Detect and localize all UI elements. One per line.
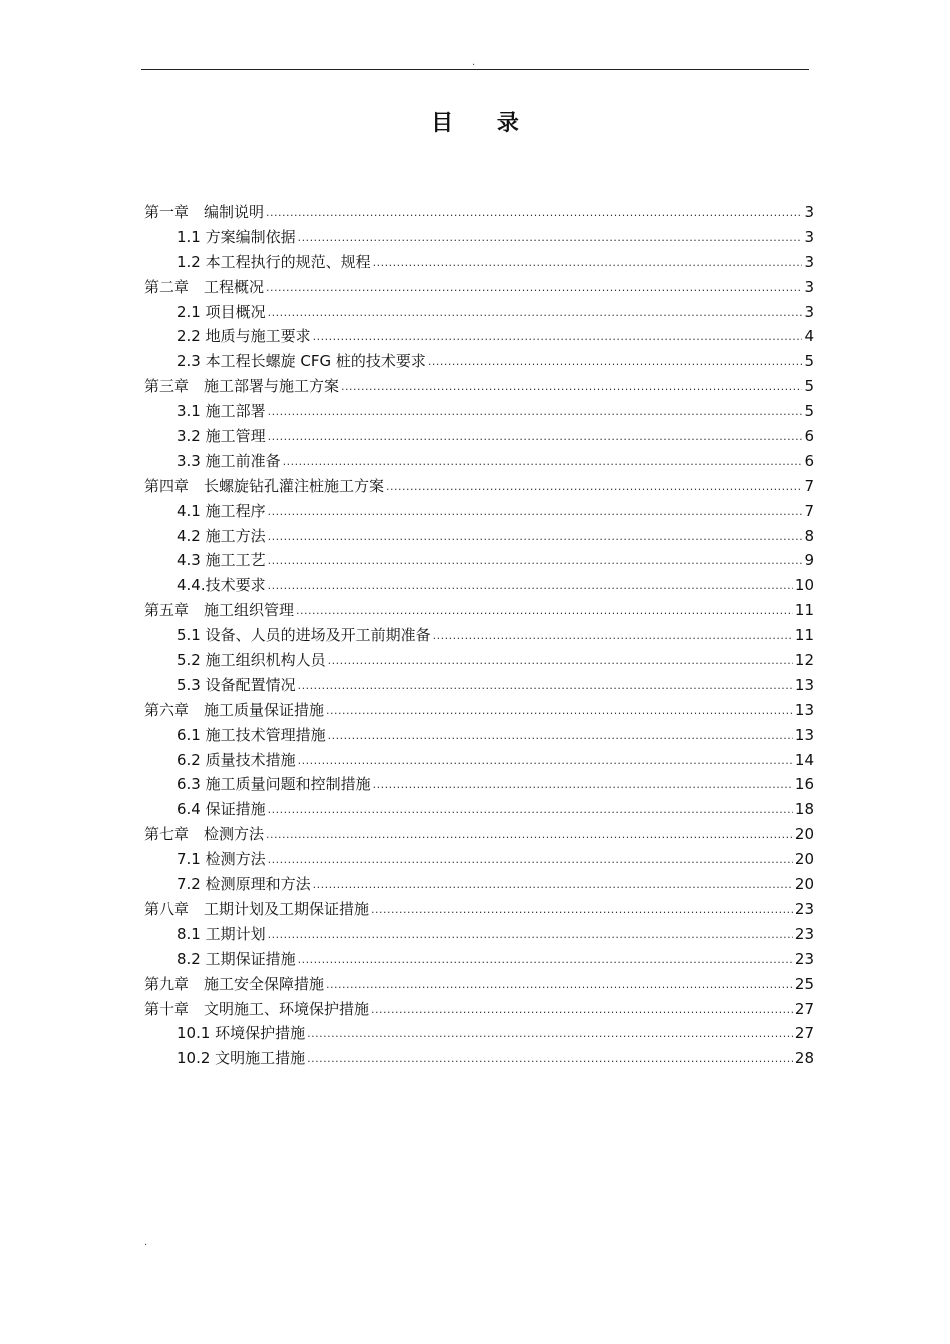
toc-page-number: 14 [794,750,814,769]
toc-page-number: 23 [794,949,814,968]
toc-section-entry[interactable] [144,1021,814,1046]
toc-chapter-entry[interactable] [144,972,814,997]
toc-page-number: 20 [794,850,814,869]
toc-entry-title: 第九章 施工安全保障措施 [144,974,325,993]
toc-entry-title: 2.2 地质与施工要求 [177,327,311,346]
toc-dot-leader [268,798,793,823]
toc-dot-leader [307,1047,793,1072]
toc-page-number: 25 [794,974,814,993]
toc-page-number: 20 [794,825,814,844]
toc-page-number: 20 [794,875,814,894]
toc-page-number: 28 [794,1049,814,1068]
toc-page-number: 27 [794,1024,814,1043]
toc-entry-title: 5.2 施工组织机构人员 [177,651,326,670]
toc-dot-leader [326,699,793,724]
toc-section-entry[interactable] [144,548,814,573]
toc-page-number: 8 [804,526,814,545]
toc-entry-title: 1.1 方案编制依据 [177,227,296,246]
toc-chapter-entry[interactable] [144,997,814,1022]
toc-section-entry[interactable] [144,1046,814,1071]
footer-mark: . [144,1237,148,1248]
toc-section-entry[interactable] [144,424,814,449]
toc-dot-leader [283,450,803,475]
toc-entry-title: 2.1 项目概况 [177,302,266,321]
toc-chapter-entry[interactable] [144,374,814,399]
toc-section-entry[interactable] [144,324,814,349]
toc-entry-title: 8.2 工期保证措施 [177,949,296,968]
header-mark: . [472,57,476,68]
toc-dot-leader [326,973,793,998]
toc-section-entry[interactable] [144,922,814,947]
toc-dot-leader [328,724,793,749]
toc-dot-leader [298,674,793,699]
toc-entry-title: 7.2 检测原理和方法 [177,875,311,894]
toc-chapter-entry[interactable] [144,474,814,499]
toc-entry-title: 4.3 施工工艺 [177,551,266,570]
toc-dot-leader [298,948,793,973]
toc-section-entry[interactable] [144,772,814,797]
toc-entry-title: 3.3 施工前准备 [177,451,281,470]
toc-entry-title: 4.4.技术要求 [177,576,266,595]
toc-dot-leader [268,549,803,574]
toc-entry-title: 2.3 本工程长螺旋 CFG 桩的技术要求 [177,352,426,371]
toc-entry-title: 第五章 施工组织管理 [144,601,295,620]
toc-page-number: 5 [804,352,814,371]
toc-entry-title: 1.2 本工程执行的规范、规程 [177,252,371,271]
toc-dot-leader [328,649,793,674]
toc-page-number: 16 [794,775,814,794]
toc-section-entry[interactable] [144,225,814,250]
toc-entry-title: 5.3 设备配置情况 [177,675,296,694]
toc-section-entry[interactable] [144,648,814,673]
toc-page-number: 3 [804,302,814,321]
toc-dot-leader [371,998,793,1023]
toc-dot-leader [313,325,803,350]
toc-dot-leader [266,201,802,226]
toc-section-entry[interactable] [144,673,814,698]
toc-dot-leader [298,226,803,251]
toc-entry-title: 6.1 施工技术管理措施 [177,725,326,744]
toc-dot-leader [386,475,802,500]
toc-entry-title: 第二章 工程概况 [144,277,265,296]
toc-dot-leader [268,425,803,450]
toc-page-number: 11 [794,626,814,645]
toc-entry-title: 3.2 施工管理 [177,427,266,446]
toc-page-number: 3 [804,252,814,271]
toc-section-entry[interactable] [144,723,814,748]
toc-section-entry[interactable] [144,847,814,872]
toc-entry-title: 8.1 工期计划 [177,924,266,943]
toc-page-number: 6 [804,427,814,446]
toc-chapter-entry[interactable] [144,200,814,225]
toc-dot-leader [268,400,803,425]
toc-chapter-entry[interactable] [144,822,814,847]
toc-entry-title: 第七章 检测方法 [144,825,265,844]
toc-entry-title: 7.1 检测方法 [177,850,266,869]
toc-entry-title: 第四章 长螺旋钻孔灌注桩施工方案 [144,476,385,495]
toc-page-number: 3 [804,277,814,296]
toc-entry-title: 5.1 设备、人员的进场及开工前期准备 [177,626,431,645]
toc-section-entry[interactable] [144,797,814,822]
toc-page-number: 6 [804,451,814,470]
toc-page-number: 3 [804,227,814,246]
toc-section-entry[interactable] [144,449,814,474]
toc-dot-leader [296,599,793,624]
toc-chapter-entry[interactable] [144,897,814,922]
toc-dot-leader [266,276,802,301]
toc-dot-leader [268,848,793,873]
toc-page-number: 27 [794,999,814,1018]
toc-page-number: 4 [804,327,814,346]
toc-page-number: 23 [794,899,814,918]
toc-page-number: 23 [794,924,814,943]
toc-page-number: 9 [804,551,814,570]
toc-page-number: 7 [804,476,814,495]
toc-dot-leader [428,350,803,375]
toc-entry-title: 4.2 施工方法 [177,526,266,545]
toc-dot-leader [373,251,803,276]
toc-dot-leader [268,301,803,326]
toc-section-entry[interactable] [144,748,814,773]
toc-entry-title: 10.1 环境保护措施 [177,1024,306,1043]
toc-section-entry[interactable] [144,524,814,549]
toc-section-entry[interactable] [144,499,814,524]
toc-section-entry[interactable] [144,947,814,972]
toc-page-number: 13 [794,700,814,719]
toc-entry-title: 10.2 文明施工措施 [177,1049,306,1068]
page-title: 目 录 [431,111,537,136]
toc-dot-leader [268,500,803,525]
toc-page-number: 7 [804,501,814,520]
toc-dot-leader [298,749,793,774]
toc-entry-title: 4.1 施工程序 [177,501,266,520]
toc-dot-leader [313,873,793,898]
toc-entry-title: 第八章 工期计划及工期保证措施 [144,899,370,918]
toc-page-number: 18 [794,800,814,819]
toc-section-entry[interactable] [144,872,814,897]
toc-entry-title: 6.4 保证措施 [177,800,266,819]
toc-page-number: 13 [794,725,814,744]
toc-dot-leader [268,574,793,599]
toc-dot-leader [268,525,803,550]
toc-chapter-entry[interactable] [144,275,814,300]
toc-dot-leader [268,923,793,948]
toc-entry-title: 第六章 施工质量保证措施 [144,700,325,719]
toc-entry-title: 第三章 施工部署与施工方案 [144,377,340,396]
toc-page-number: 3 [804,203,814,221]
toc-entry-title: 第十章 文明施工、环境保护措施 [144,999,370,1018]
toc-chapter-entry[interactable] [144,698,814,723]
toc-chapter-entry[interactable] [144,598,814,623]
toc-dot-leader [373,773,793,798]
toc-entry-title: 第一章 编制说明 [144,203,265,221]
header-rule [141,69,809,70]
table-of-contents [144,200,814,1071]
toc-page-number: 12 [794,651,814,670]
toc-dot-leader [371,898,793,923]
toc-entry-title: 6.3 施工质量问题和控制措施 [177,775,371,794]
toc-dot-leader [341,375,802,400]
toc-section-entry[interactable] [144,573,814,598]
toc-section-entry[interactable] [144,399,814,424]
toc-dot-leader [307,1022,793,1047]
toc-section-entry[interactable] [144,300,814,325]
toc-page-number: 5 [804,402,814,421]
toc-page-number: 10 [794,576,814,595]
toc-page-number: 5 [804,377,814,396]
toc-dot-leader [433,624,793,649]
toc-page-number: 13 [794,675,814,694]
toc-page-number: 11 [794,601,814,620]
toc-section-entry[interactable] [144,623,814,648]
toc-entry-title: 3.1 施工部署 [177,402,266,421]
toc-entry-title: 6.2 质量技术措施 [177,750,296,769]
toc-section-entry[interactable] [144,349,814,374]
toc-section-entry[interactable] [144,250,814,275]
toc-dot-leader [266,823,793,848]
